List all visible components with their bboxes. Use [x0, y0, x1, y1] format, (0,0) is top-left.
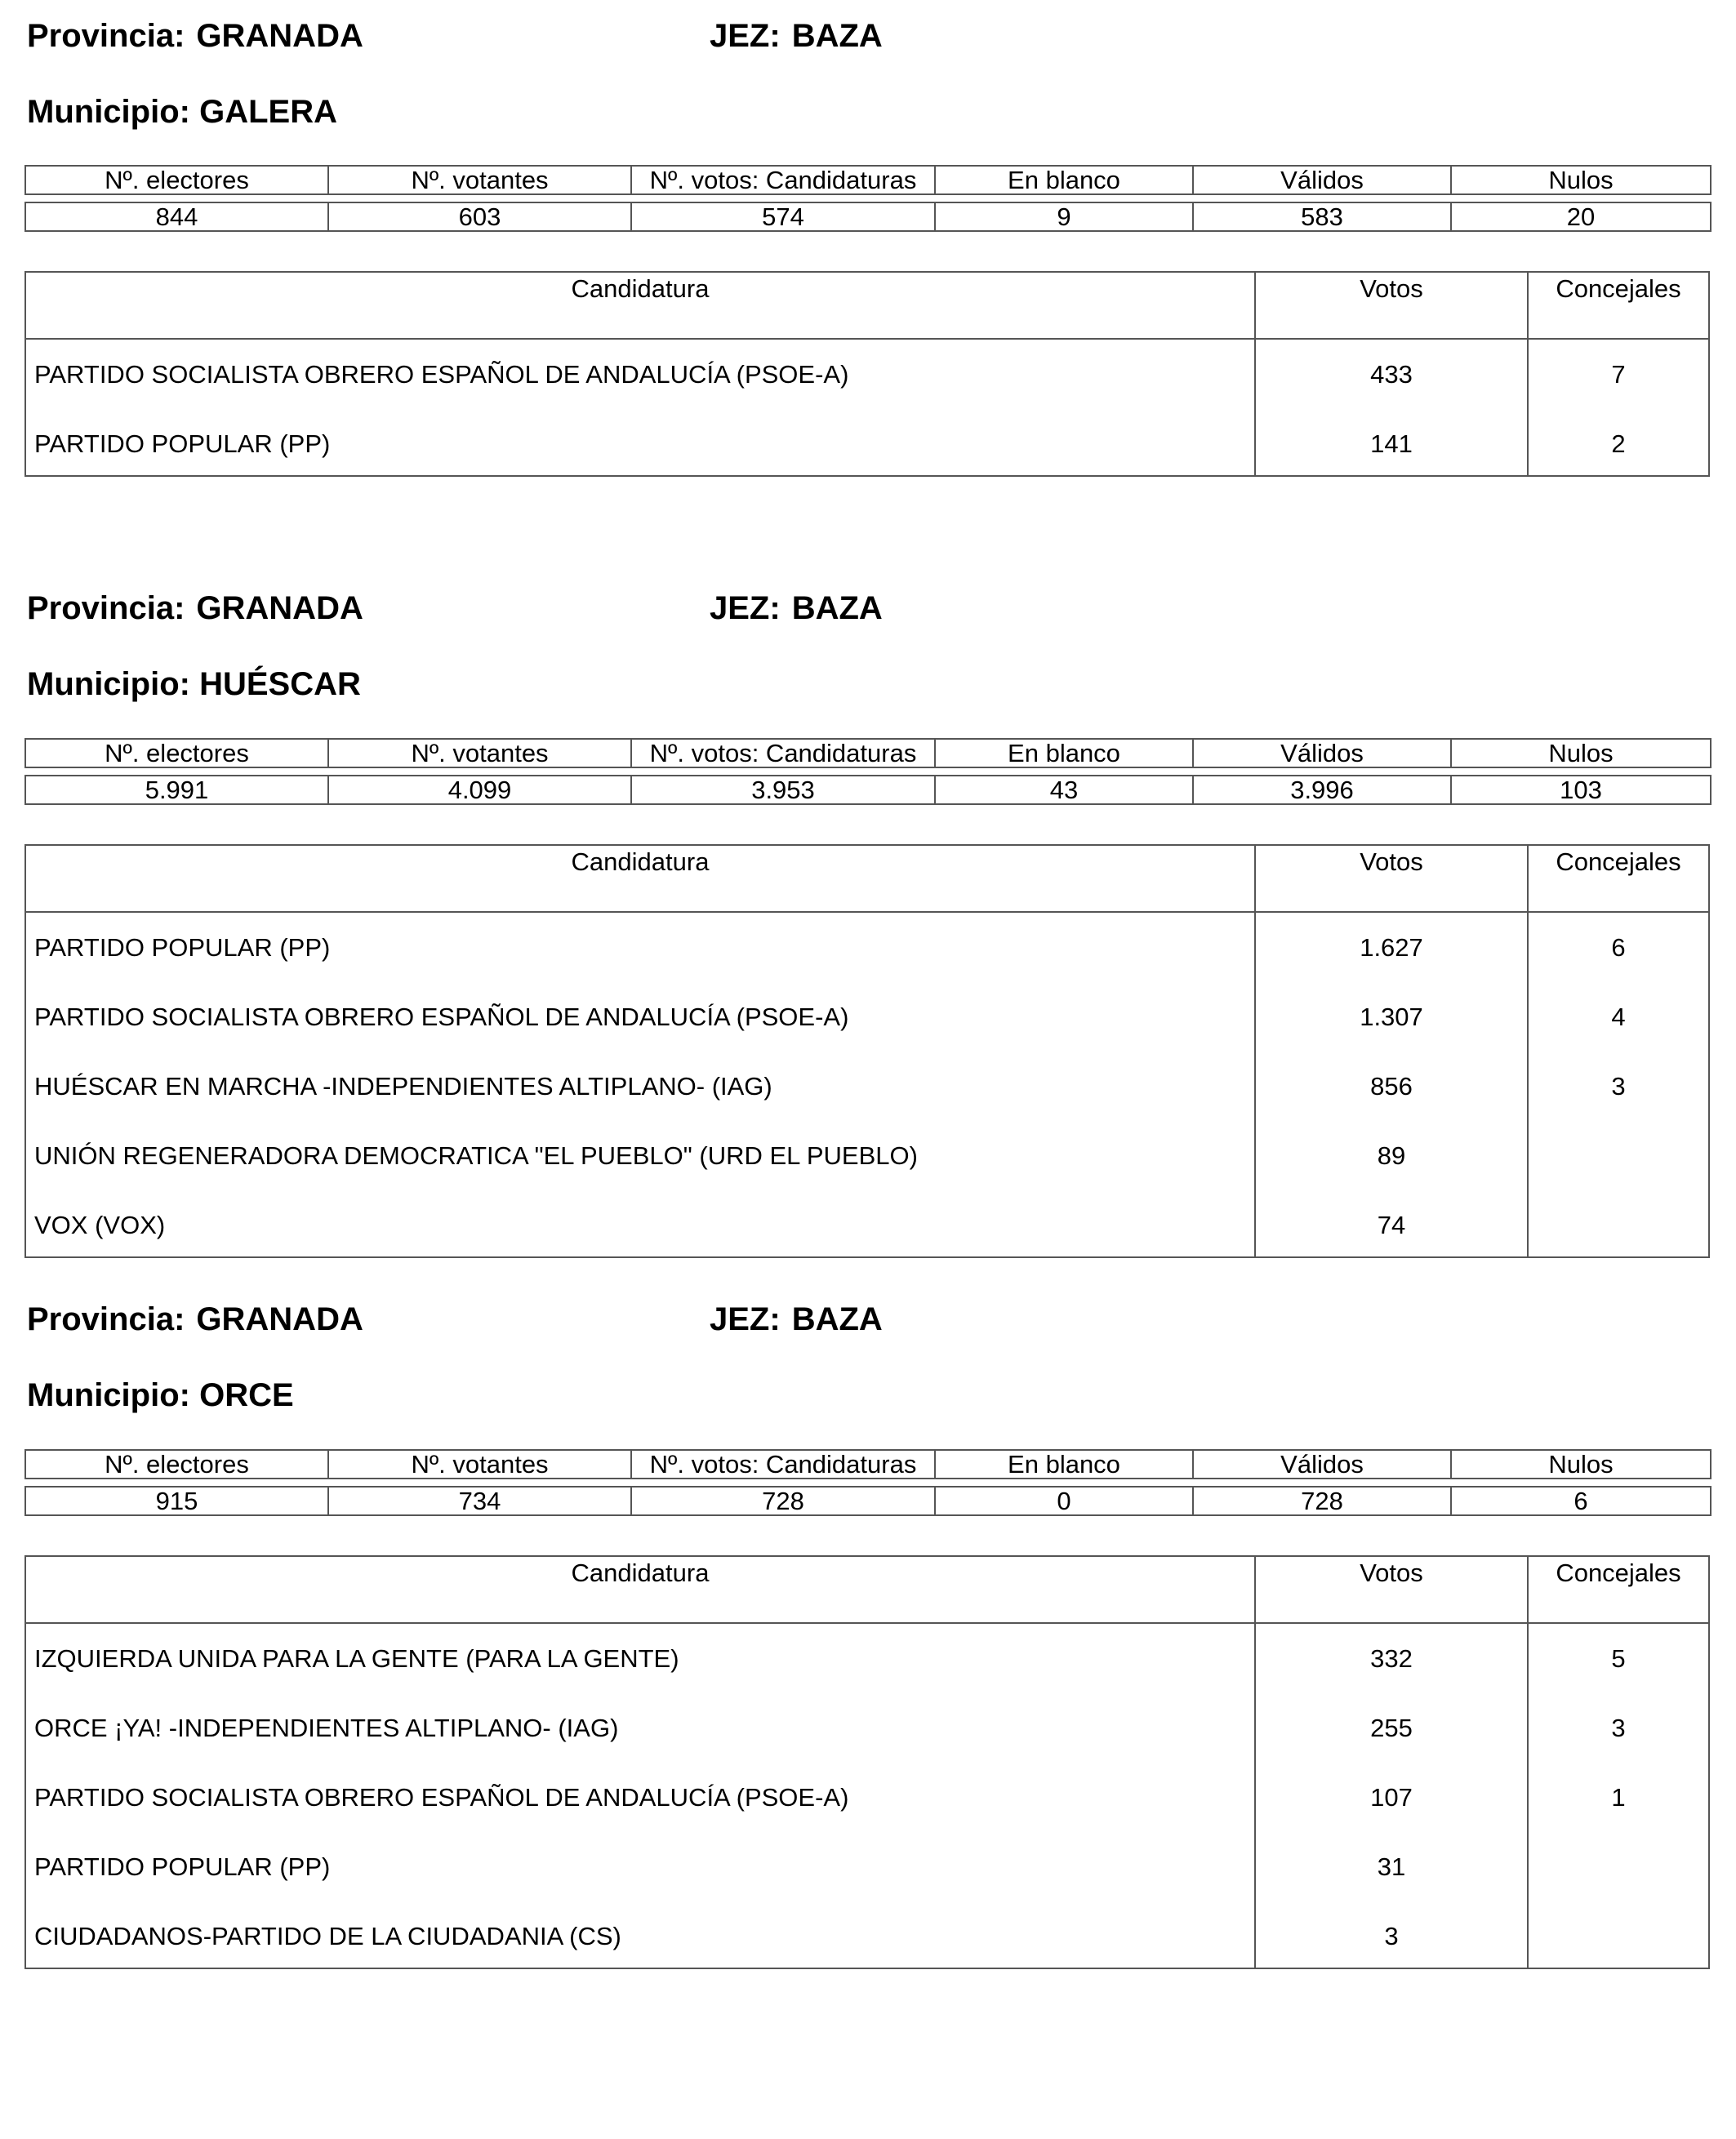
candidatura-name: UNIÓN REGENERADORA DEMOCRATICA "EL PUEBLO" (URD EL PUEBLO): [34, 1141, 918, 1170]
candidatura-votos: 89: [1377, 1141, 1406, 1170]
value-votos-candidaturas: 574: [631, 202, 935, 231]
candidatura-votos: 107: [1370, 1783, 1413, 1812]
candidatura-concejales: 6: [1611, 933, 1626, 962]
candidaturas-header-row: [26, 1557, 1708, 1624]
municipio-line: [27, 665, 361, 704]
candidatura-name: HUÉSCAR EN MARCHA -INDEPENDIENTES ALTIPLANO- (IAG): [34, 1072, 772, 1101]
jez-group: [710, 16, 883, 56]
value-nulos: 6: [1451, 1487, 1711, 1515]
jez-value: BAZA: [791, 18, 883, 54]
candidatura-name: PARTIDO POPULAR (PP): [34, 1852, 331, 1881]
header-votos: Votos: [1360, 847, 1423, 876]
candidatura-votos: 31: [1377, 1852, 1406, 1881]
candidaturas-header-row: [26, 273, 1708, 340]
value-nulos: 103: [1451, 776, 1711, 804]
header-concejales: Concejales: [1556, 847, 1681, 876]
candidatura-votos: 1.307: [1360, 1003, 1423, 1031]
value-votantes: 4.099: [328, 776, 631, 804]
jez-group: [710, 1300, 883, 1339]
table-row: [26, 340, 1708, 409]
header-concejales: Concejales: [1556, 274, 1681, 303]
value-validos: 3.996: [1193, 776, 1451, 804]
header-electores: Nº. electores: [25, 166, 328, 194]
candidatura-name: VOX (VOX): [34, 1211, 166, 1239]
summary-table: [24, 738, 1712, 805]
value-en-blanco: 9: [935, 202, 1193, 231]
provincia-label: Provincia:: [27, 590, 185, 626]
candidatura-concejales: 3: [1611, 1072, 1626, 1101]
municipio-value: GALERA: [199, 94, 337, 130]
summary-header-row: [25, 739, 1711, 767]
jez-value: BAZA: [791, 590, 883, 626]
candidatura-name: PARTIDO SOCIALISTA OBRERO ESPAÑOL DE ANDALUCÍA (PSOE-A): [34, 360, 849, 389]
header-nulos: Nulos: [1451, 1450, 1711, 1479]
header-en-blanco: En blanco: [935, 1450, 1193, 1479]
header-votos: Votos: [1360, 1559, 1423, 1587]
municipio-label: Municipio:: [27, 94, 190, 130]
value-validos: 728: [1193, 1487, 1451, 1515]
candidatura-votos: 3: [1384, 1922, 1399, 1950]
value-votantes: 734: [328, 1487, 631, 1515]
value-electores: 844: [25, 202, 328, 231]
summary-header-row: [25, 166, 1711, 194]
provincia-label: Provincia:: [27, 18, 185, 54]
candidaturas-table: [24, 1555, 1710, 1969]
candidatura-name: PARTIDO SOCIALISTA OBRERO ESPAÑOL DE ANDALUCÍA (PSOE-A): [34, 1783, 849, 1812]
table-row: [26, 1624, 1708, 1693]
header-electores: Nº. electores: [25, 739, 328, 767]
value-electores: 5.991: [25, 776, 328, 804]
summary-value-row: [25, 202, 1711, 231]
provincia-value: GRANADA: [196, 18, 363, 54]
candidatura-name: IZQUIERDA UNIDA PARA LA GENTE (PARA LA GENTE): [34, 1644, 679, 1673]
header-validos: Válidos: [1193, 166, 1451, 194]
candidatura-concejales: 4: [1611, 1003, 1626, 1031]
header-votos: Votos: [1360, 274, 1423, 303]
candidatura-votos: 856: [1370, 1072, 1413, 1101]
header-en-blanco: En blanco: [935, 739, 1193, 767]
jez-group: [710, 589, 883, 628]
candidatura-concejales: 5: [1611, 1644, 1626, 1673]
header-validos: Válidos: [1193, 739, 1451, 767]
table-row: [26, 1052, 1708, 1121]
header-candidatura: Candidatura: [571, 274, 710, 303]
summary-table: [24, 1449, 1712, 1516]
value-en-blanco: 0: [935, 1487, 1193, 1515]
value-votos-candidaturas: 728: [631, 1487, 935, 1515]
summary-value-row: [25, 1487, 1711, 1515]
header-votos-candidaturas: Nº. votos: Candidaturas: [631, 166, 935, 194]
table-row: [26, 1190, 1708, 1256]
candidatura-concejales: 1: [1611, 1783, 1626, 1812]
candidatura-name: CIUDADANOS-PARTIDO DE LA CIUDADANIA (CS): [34, 1922, 621, 1950]
municipio-line: [27, 92, 337, 131]
header-candidatura: Candidatura: [571, 847, 710, 876]
candidaturas-table: [24, 844, 1710, 1258]
table-row: [26, 1121, 1708, 1190]
table-row: [26, 1832, 1708, 1901]
value-votos-candidaturas: 3.953: [631, 776, 935, 804]
table-row: [26, 1901, 1708, 1968]
candidaturas-table: [24, 271, 1710, 477]
jez-label: JEZ:: [710, 590, 781, 626]
table-row: [26, 1693, 1708, 1763]
header-votantes: Nº. votantes: [328, 739, 631, 767]
header-concejales: Concejales: [1556, 1559, 1681, 1587]
table-row: [26, 1763, 1708, 1832]
provincia-value: GRANADA: [196, 590, 363, 626]
header-votos-candidaturas: Nº. votos: Candidaturas: [631, 1450, 935, 1479]
municipio-line: [27, 1376, 294, 1415]
table-row: [26, 409, 1708, 475]
provincia-line: [27, 16, 883, 56]
value-nulos: 20: [1451, 202, 1711, 231]
header-en-blanco: En blanco: [935, 166, 1193, 194]
municipio-value: HUÉSCAR: [199, 666, 361, 702]
header-validos: Válidos: [1193, 1450, 1451, 1479]
candidatura-votos: 332: [1370, 1644, 1413, 1673]
candidatura-name: PARTIDO SOCIALISTA OBRERO ESPAÑOL DE ANDALUCÍA (PSOE-A): [34, 1003, 849, 1031]
value-votantes: 603: [328, 202, 631, 231]
value-electores: 915: [25, 1487, 328, 1515]
header-electores: Nº. electores: [25, 1450, 328, 1479]
candidatura-concejales: 7: [1611, 360, 1626, 389]
table-row: [26, 913, 1708, 982]
header-votos-candidaturas: Nº. votos: Candidaturas: [631, 739, 935, 767]
municipio-label: Municipio:: [27, 1377, 190, 1413]
value-validos: 583: [1193, 202, 1451, 231]
candidatura-name: PARTIDO POPULAR (PP): [34, 429, 331, 458]
value-en-blanco: 43: [935, 776, 1193, 804]
provincia-line: [27, 1300, 883, 1339]
jez-label: JEZ:: [710, 18, 781, 54]
candidatura-votos: 74: [1377, 1211, 1406, 1239]
candidatura-votos: 255: [1370, 1714, 1413, 1742]
summary-value-row: [25, 776, 1711, 804]
candidatura-name: PARTIDO POPULAR (PP): [34, 933, 331, 962]
candidatura-concejales: 3: [1611, 1714, 1626, 1742]
header-votantes: Nº. votantes: [328, 1450, 631, 1479]
provincia-line: [27, 589, 883, 628]
header-nulos: Nulos: [1451, 739, 1711, 767]
candidatura-votos: 141: [1370, 429, 1413, 458]
candidatura-concejales: 2: [1611, 429, 1626, 458]
candidatura-name: ORCE ¡YA! -INDEPENDIENTES ALTIPLANO- (IAG): [34, 1714, 619, 1742]
header-candidatura: Candidatura: [571, 1559, 710, 1587]
candidatura-votos: 433: [1370, 360, 1413, 389]
jez-label: JEZ:: [710, 1301, 781, 1337]
table-row: [26, 982, 1708, 1052]
jez-value: BAZA: [791, 1301, 883, 1337]
municipio-value: ORCE: [199, 1377, 294, 1413]
header-votantes: Nº. votantes: [328, 166, 631, 194]
provincia-label: Provincia:: [27, 1301, 185, 1337]
header-nulos: Nulos: [1451, 166, 1711, 194]
municipio-label: Municipio:: [27, 666, 190, 702]
candidaturas-header-row: [26, 846, 1708, 913]
summary-header-row: [25, 1450, 1711, 1479]
provincia-value: GRANADA: [196, 1301, 363, 1337]
summary-table: [24, 165, 1712, 232]
candidatura-votos: 1.627: [1360, 933, 1423, 962]
